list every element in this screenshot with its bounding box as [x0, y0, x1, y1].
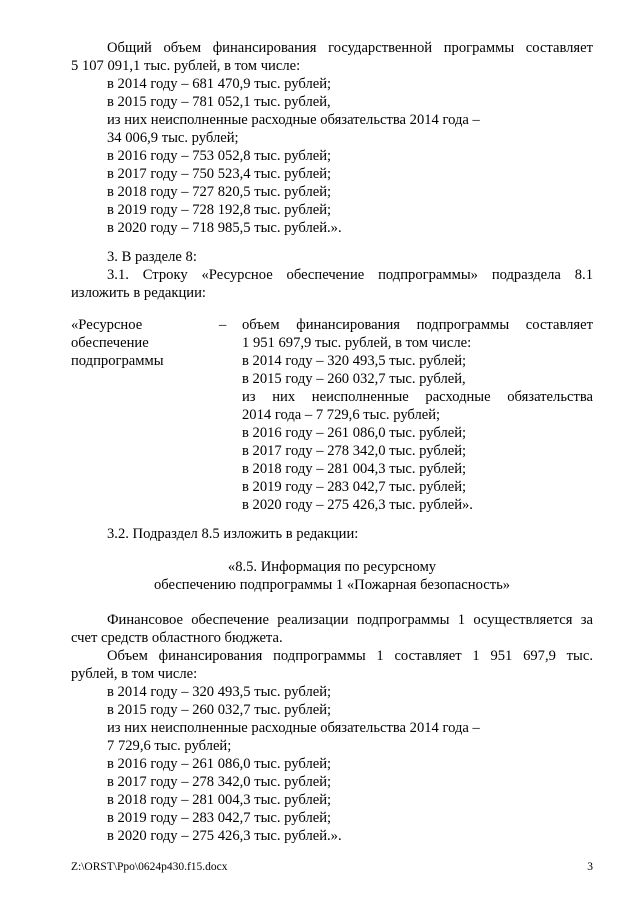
block2-line-7: из них неисполненные расходные обязательства 2014 года – [107, 720, 480, 736]
section3-heading: 3. В разделе 8: [107, 249, 197, 265]
block2-line-11: в 2018 году – 281 004,3 тыс. рублей; [107, 792, 332, 808]
block1-line-6: 34 006,9 тыс. рублей; [107, 130, 239, 146]
table-dash: – [219, 317, 227, 333]
table-right-line-8: в 2017 году – 278 342,0 тыс. рублей; [242, 443, 467, 459]
block1-line-2: 5 107 091,1 тыс. рублей, в том числе: [71, 58, 301, 74]
table-right-line-5: из них неисполненные расходные обязательства [242, 389, 593, 405]
block1-line-11: в 2020 году – 718 985,5 тыс. рублей.». [107, 220, 342, 236]
block2-line-3: Объем финансирования подпрограммы 1 составляет 1 951 697,9 тыс. [107, 648, 593, 664]
page-number: 3 [587, 861, 593, 873]
item31-line-1: 3.1. Строку «Ресурсное обеспечение подпрограммы» подраздела 8.1 [107, 267, 593, 283]
block1-line-1: Общий объем финансирования государственной программы составляет [107, 40, 593, 56]
subsection-title-line-1: «8.5. Информация по ресурсному [227, 559, 437, 575]
table-right-line-2: 1 951 697,9 тыс. рублей, в том числе: [242, 335, 472, 351]
block1-line-4: в 2015 году – 781 052,1 тыс. рублей, [107, 94, 331, 110]
block2-line-4: рублей, в том числе: [71, 666, 198, 682]
table-right-line-3: в 2014 году – 320 493,5 тыс. рублей; [242, 353, 467, 369]
table-right-line-1: объем финансирования подпрограммы составляет [242, 317, 593, 333]
block1-line-9: в 2018 году – 727 820,5 тыс. рублей; [107, 184, 332, 200]
table-left-line-2: обеспечение [71, 335, 149, 351]
table-right-line-6: 2014 года – 7 729,6 тыс. рублей; [242, 407, 441, 423]
subsection-title-line-2: обеспечению подпрограммы 1 «Пожарная безопасность» [153, 577, 511, 593]
item31-line-2: изложить в редакции: [71, 285, 206, 301]
item32: 3.2. Подраздел 8.5 изложить в редакции: [107, 526, 359, 542]
block2-line-13: в 2020 году – 275 426,3 тыс. рублей.». [107, 828, 342, 844]
footer-file-path: Z:\ORST\Ppo\0624p430.f15.docx [71, 861, 228, 873]
block1-line-8: в 2017 году – 750 523,4 тыс. рублей; [107, 166, 332, 182]
block2-line-2: счет средств областного бюджета. [71, 630, 283, 646]
block2-line-1: Финансовое обеспечение реализации подпрограммы 1 осуществляется за [107, 612, 593, 628]
table-left-line-1: «Ресурсное [71, 317, 143, 333]
block2-line-12: в 2019 году – 283 042,7 тыс. рублей; [107, 810, 332, 826]
block1-line-7: в 2016 году – 753 052,8 тыс. рублей; [107, 148, 332, 164]
block2-line-9: в 2016 году – 261 086,0 тыс. рублей; [107, 756, 332, 772]
table-left-line-3: подпрограммы [71, 353, 164, 369]
block2-line-8: 7 729,6 тыс. рублей; [107, 738, 232, 754]
table-right-line-4: в 2015 году – 260 032,7 тыс. рублей, [242, 371, 466, 387]
table-right-line-10: в 2019 году – 283 042,7 тыс. рублей; [242, 479, 467, 495]
block1-line-10: в 2019 году – 728 192,8 тыс. рублей; [107, 202, 332, 218]
block2-line-6: в 2015 году – 260 032,7 тыс. рублей; [107, 702, 332, 718]
block2-line-10: в 2017 году – 278 342,0 тыс. рублей; [107, 774, 332, 790]
table-right-line-7: в 2016 году – 261 086,0 тыс. рублей; [242, 425, 467, 441]
block1-line-5: из них неисполненные расходные обязательства 2014 года – [107, 112, 480, 128]
block1-line-3: в 2014 году – 681 470,9 тыс. рублей; [107, 76, 332, 92]
table-right-line-11: в 2020 году – 275 426,3 тыс. рублей». [242, 497, 473, 513]
table-right-line-9: в 2018 году – 281 004,3 тыс. рублей; [242, 461, 467, 477]
block2-line-5: в 2014 году – 320 493,5 тыс. рублей; [107, 684, 332, 700]
